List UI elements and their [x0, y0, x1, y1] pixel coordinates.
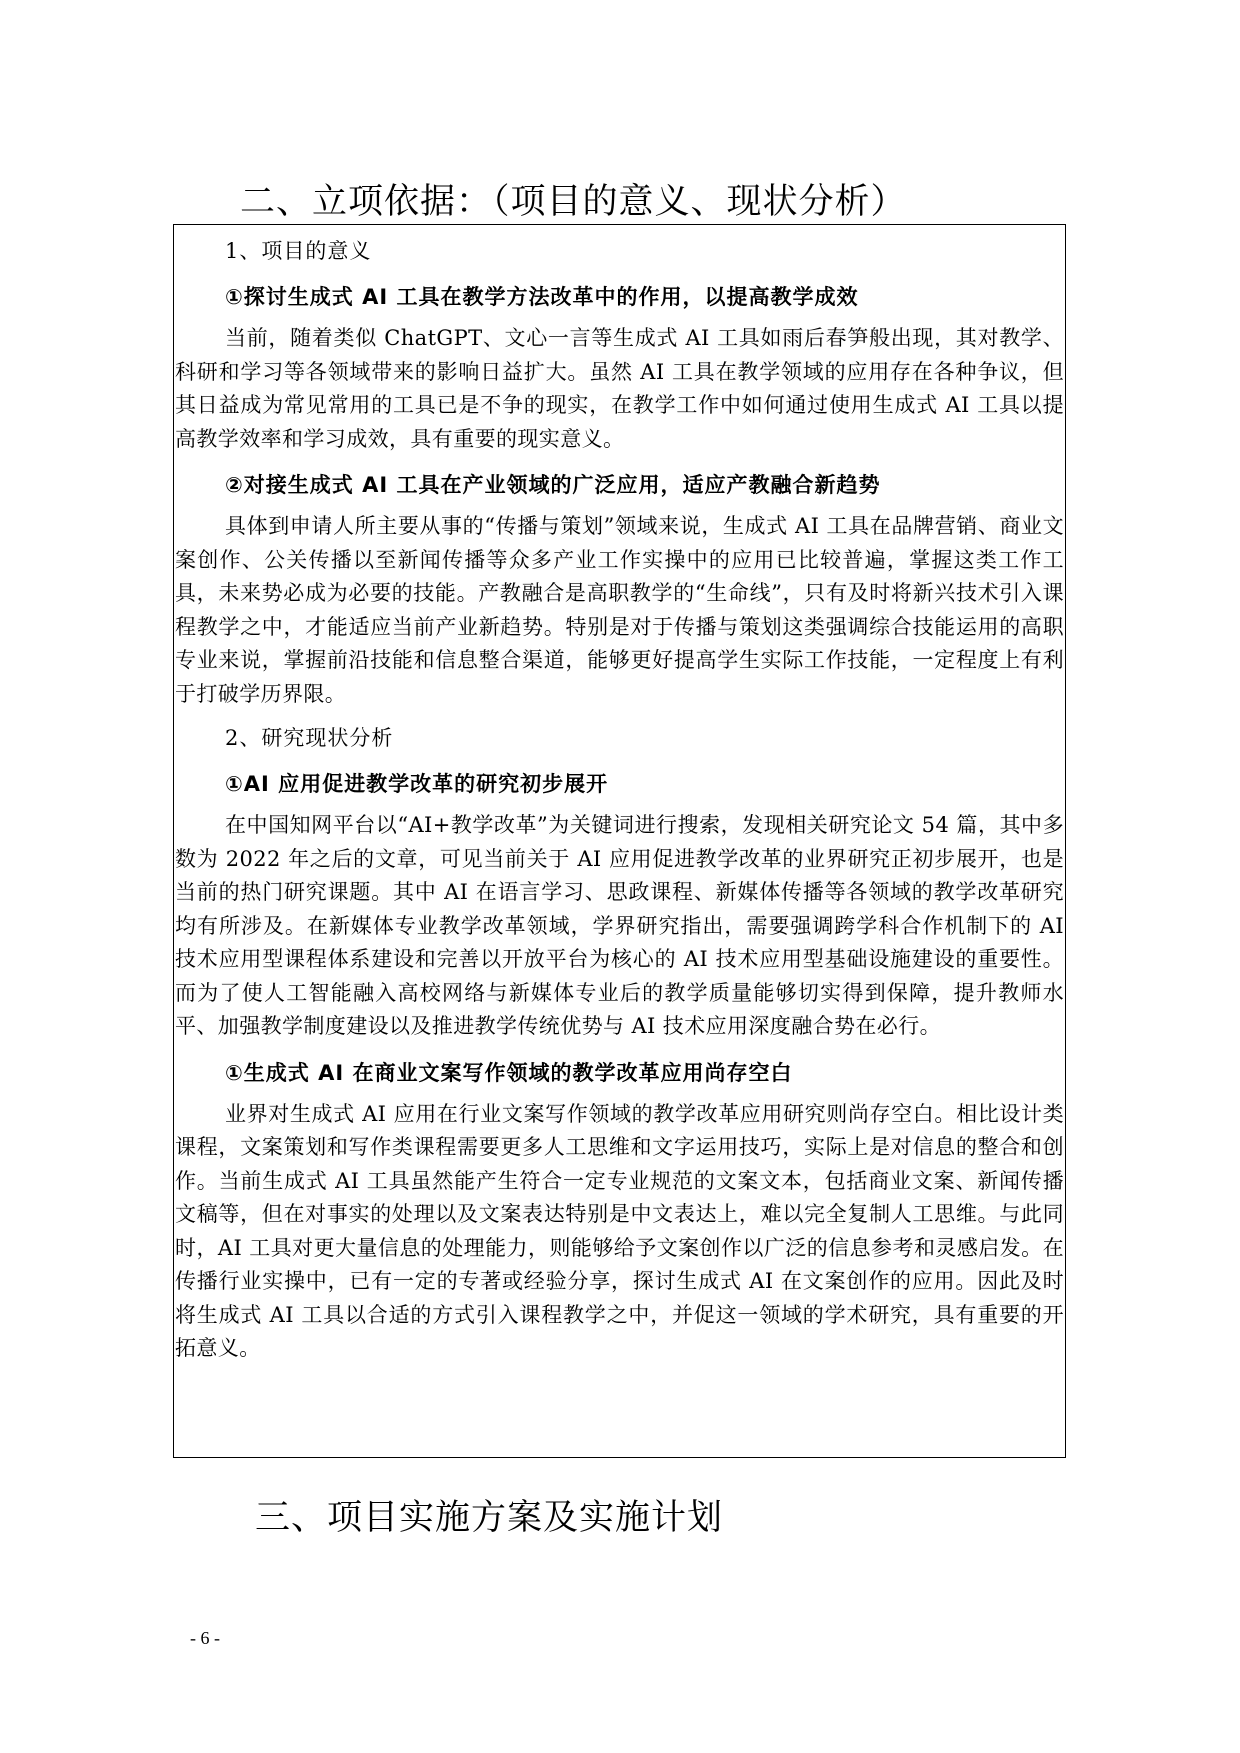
heading-research-2: ①生成式 AI 在商业文案写作领域的教学改革应用尚存空白 [225, 1060, 793, 1085]
content-cell [175, 234, 1064, 1376]
heading-research-1: ①AI 应用促进教学改革的研究初步展开 [225, 772, 609, 796]
page-number: - 6 - [190, 1628, 220, 1648]
subtitle-research-status: 2、研究现状分析 [225, 726, 394, 750]
heading-point-1: ①探讨生成式 AI 工具在教学方法改革中的作用，以提高教学成效 [225, 285, 859, 309]
paragraph-research-2: 业界对生成式 AI 应用在行业文案写作领域的教学改革应用研究则尚存空白。相比设计类课程，文案策划和写作类课程需要更多人工思维和文字运用技巧，实际上是对信息的整合和创作。当前生成式 AI 工具虽然能产生符合一定专业规范的文案文本，包括商业文案、新闻传播文稿等，但在对事实的处理以及文案表达特别是中文表达上，难以完全复制人工思维。与此同时，AI 工具对更大量信息的处理能力，则能够给予文案创作以广泛的信息参考和灵感启发。在传播行业实操中，已有一定的专著或经验分享，探讨生成式 AI 在文案创作的应用。因此及时将生成式 AI 工具以合适的方式引入课程教学之中，并促这一领域的学术研究，具有重要的开拓意义。 [175, 1101, 1064, 1360]
paragraph-point-1: 当前，随着类似 ChatGPT、文心一言等生成式 AI 工具如雨后春笋般出现，其对教学、科研和学习等各领域带来的影响日益扩大。虽然 AI 工具在教学领域的应用存在各种争议，但其日益成为常见常用的工具已是不争的现实，在教学工作中如何通过使用生成式 AI 工具以提高教学效率和学习成效，具有重要的现实意义。 [175, 326, 1064, 451]
subtitle-significance: 1、项目的意义 [225, 239, 372, 263]
section-3-title: 三、项目实施方案及实施计划 [255, 1498, 724, 1538]
heading-point-2: ②对接生成式 AI 工具在产业领域的广泛应用，适应产教融合新趋势 [225, 473, 881, 497]
paragraph-point-2: 具体到申请人所主要从事的“传播与策划”领域来说，生成式 AI 工具在品牌营销、商业文案创作、公关传播以至新闻传播等众多产业工作实操中的应用已比较普遍，掌握这类工作工具，未来势必成为必要的技能。产教融合是高职教学的“生命线”，只有及时将新兴技术引入课程教学之中，才能适应当前产业新趋势。特别是对于传播与策划这类强调综合技能运用的高职专业来说，掌握前沿技能和信息整合渠道，能够更好提高学生实际工作技能，一定程度上有利于打破学历界限。 [175, 514, 1064, 706]
section-2-title: 二、立项依据：（项目的意义、现状分析） [240, 182, 907, 222]
paragraph-research-1: 在中国知网平台以“AI+教学改革”为关键词进行搜索，发现相关研究论文 54 篇，其中多数为 2022 年之后的文章，可见当前关于 AI 应用促进教学改革的业界研究正初步展开，也是当前的热门研究课题。其中 AI 在语言学习、思政课程、新媒体传播等各领域的教学改革研究均有所涉及。在新媒体专业教学改革领域，学界研究指出，需要强调跨学科合作机制下的 AI 技术应用型课程体系建设和完善以开放平台为核心的 AI 技术应用型基础设施建设的重要性。而为了使人工智能融入高校网络与新媒体专业后的教学质量能够切实得到保障，提升教师水平、加强教学制度建设以及推进教学传统优势与 AI 技术应用深度融合势在必行。 [175, 813, 1064, 1038]
